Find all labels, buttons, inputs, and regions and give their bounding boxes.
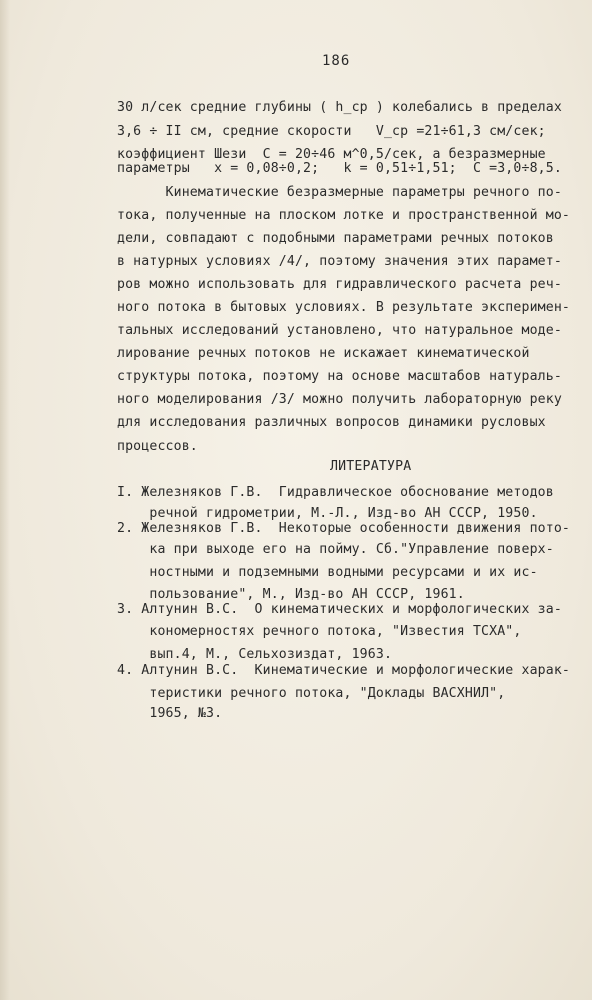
reference-line: ностными и подземными водными ресурсами и их ис- bbox=[117, 565, 538, 580]
reference-line: речной гидрометрии, М.-Л., Изд-во АН СССР, 1950. bbox=[117, 506, 538, 521]
body-line: в натурных условиях /4/, поэтому значения этих парамет- bbox=[117, 254, 562, 269]
body-line: коэффициент Шези C = 20÷46 м^0,5/сек, а безразмерные bbox=[117, 147, 546, 162]
body-line: лирование речных потоков не искажает кинематической bbox=[117, 346, 530, 361]
body-line: ного моделирования /3/ можно получить лабораторную реку bbox=[117, 392, 562, 407]
reference-line: I. Железняков Г.В. Гидравлическое обоснование методов bbox=[117, 485, 554, 500]
reference-line: теристики речного потока, "Доклады ВАСХНИЛ", bbox=[117, 686, 506, 701]
page-number: 186 bbox=[322, 53, 351, 69]
body-line: Кинематические безразмерные параметры речного по- bbox=[117, 185, 562, 200]
references-heading: ЛИТЕРАТУРА bbox=[330, 459, 412, 474]
page-edge-shadow bbox=[0, 0, 10, 1000]
body-line: 30 л/сек средние глубины ( h_ср ) колебались в пределах bbox=[117, 100, 562, 115]
reference-line: вып.4, М., Сельхозиздат, 1963. bbox=[117, 647, 393, 662]
body-line: процессов. bbox=[117, 439, 198, 454]
body-line: ного потока в бытовых условиях. В результате эксперимен- bbox=[117, 300, 571, 315]
body-line: структуры потока, поэтому на основе масштабов натураль- bbox=[117, 369, 562, 384]
body-line: ров можно использовать для гидравлического расчета реч- bbox=[117, 277, 562, 292]
reference-line: 2. Железняков Г.В. Некоторые особенности движения пото- bbox=[117, 521, 571, 536]
body-line: дели, совпадают с подобными параметрами речных потоков bbox=[117, 231, 554, 246]
body-line: для исследования различных вопросов динамики русловых bbox=[117, 415, 546, 430]
reference-line: 3. Алтунин В.С. О кинематических и морфологических за- bbox=[117, 602, 562, 617]
body-line: 3,6 ÷ II см, средние скорости V_ср =21÷61,3 см/сек; bbox=[117, 124, 546, 139]
body-line: тока, полученные на плоском лотке и пространственной мо- bbox=[117, 208, 571, 223]
reference-line: пользование", М., Изд-во АН СССР, 1961. bbox=[117, 587, 465, 602]
reference-line: 4. Алтунин В.С. Кинематические и морфологические харак- bbox=[117, 663, 571, 678]
body-line: параметры x = 0,08÷0,2; k = 0,51÷1,51; C =3,0÷8,5. bbox=[117, 161, 562, 176]
body-line: тальных исследований установлено, что натуральное моде- bbox=[117, 323, 562, 338]
reference-line: 1965, №3. bbox=[117, 706, 223, 721]
reference-line: ка при выходе его на пойму. Сб."Управление поверх- bbox=[117, 542, 554, 557]
reference-line: кономерностях речного потока, "Известия ТСХА", bbox=[117, 624, 522, 639]
